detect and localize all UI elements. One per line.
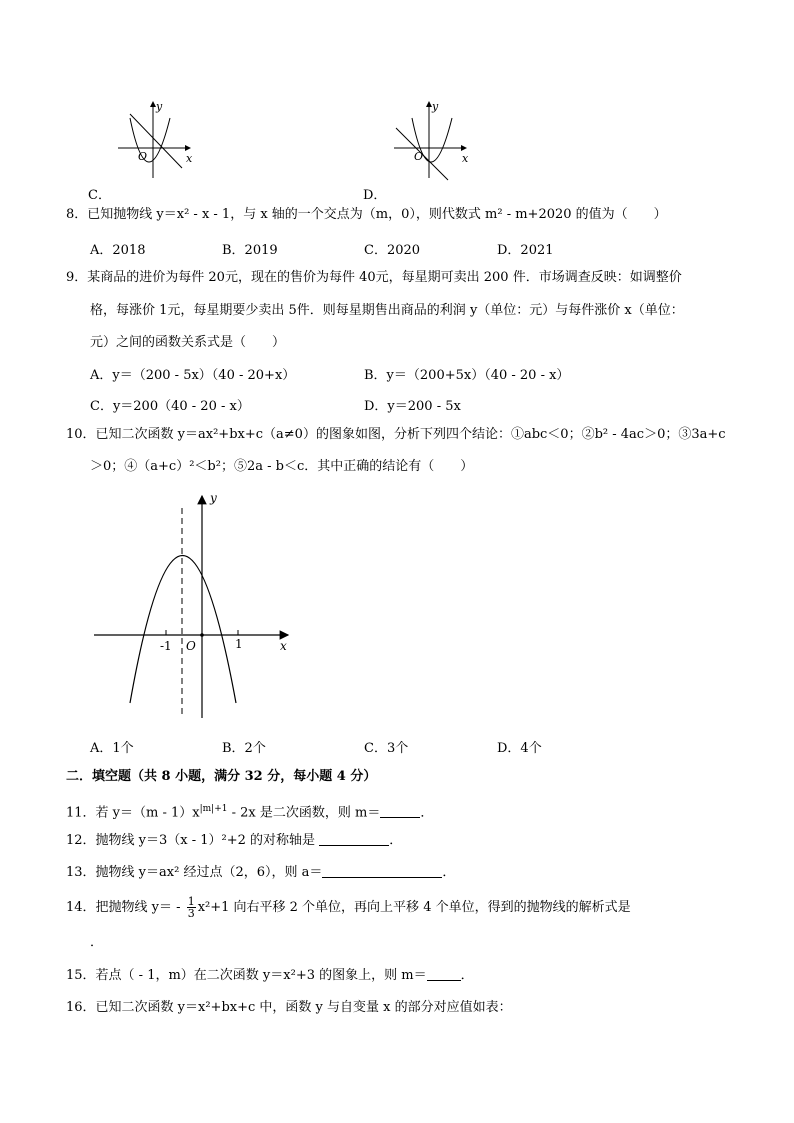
q11 <box>66 800 433 822</box>
q10-graph-x: x <box>280 639 287 653</box>
q10-option-d: D．4个 <box>497 741 542 756</box>
q9-option-d: D．y＝200 - 5x <box>364 399 461 414</box>
q15-answer-blank[interactable] <box>427 967 461 981</box>
q12 <box>66 832 402 850</box>
q9-option-a: A．y＝（200 - 5x）（40 - 20+x） <box>90 368 296 383</box>
q9-line1: 9．某商品的进价为每件 20元，现在的售价为每件 40元，每星期可卖出 200 件．市场调查反映：如调整价 <box>66 270 682 285</box>
option-d-label: D． <box>363 188 387 203</box>
q10-graph-origin: O <box>186 639 196 653</box>
q12-end: ． <box>389 833 403 848</box>
q14-fraction-den: 3 <box>187 907 195 920</box>
q9-option-c: C．y＝200（40 - 20 - x） <box>90 399 250 414</box>
q12-answer-blank[interactable] <box>319 832 389 846</box>
graph-d-origin: O <box>414 150 424 163</box>
graph-c-origin: O <box>138 150 148 163</box>
option-c-label: C． <box>88 188 111 203</box>
q10-graph-y: y <box>210 491 217 505</box>
q14-fraction-num: 1 <box>187 895 195 908</box>
graph-d <box>386 96 476 182</box>
q10-line2: ＞0；④（a+c）²＜b²；⑤2a - b＜c．其中正确的结论有（ ） <box>90 459 474 474</box>
q11-end: ． <box>420 805 434 821</box>
graph-c-y: y <box>156 100 163 113</box>
q8-option-a: A．2018 <box>90 243 146 258</box>
q11-answer-blank[interactable] <box>380 804 420 818</box>
q14-line2: ． <box>90 935 104 950</box>
q9-option-b: B．y＝（200+5x）（40 - 20 - x） <box>364 368 570 383</box>
q10-option-c: C．3个 <box>364 741 409 756</box>
q14 <box>66 896 631 919</box>
graph-c-x: x <box>186 152 193 165</box>
graph-d-x: x <box>462 152 469 165</box>
q11-pre: 11．若 y＝（m - 1）x <box>66 805 200 821</box>
q12-pre: 12．抛物线 y＝3（x - 1）²+2 的对称轴是 <box>66 833 320 848</box>
q8-option-c: C．2020 <box>364 243 421 258</box>
q15-pre: 15．若点（ - 1，m）在二次函数 y＝x²+3 的图象上，则 m＝ <box>66 968 427 983</box>
q8-option-d: D．2021 <box>497 243 554 258</box>
q9-line2: 格，每涨价 1元，每星期要少卖出 5件．则每星期售出商品的利润 y（单位：元）与每件涨价 x（单位： <box>90 303 684 318</box>
section2-heading: 二．填空题（共 8 小题，满分 32 分，每小题 4 分） <box>66 769 377 784</box>
q13 <box>66 864 455 882</box>
q9-line3: 元）之间的函数关系式是（ ） <box>90 335 286 350</box>
q10-graph-tick-1: 1 <box>235 637 243 651</box>
graph-c <box>110 96 200 182</box>
q14-pre: 14．把抛物线 y＝ - <box>66 900 185 915</box>
q13-pre: 13．抛物线 y＝ax² 经过点（2，6），则 a＝ <box>66 865 323 880</box>
q10-option-b: B．2个 <box>222 741 266 756</box>
q10-graph-tick-neg1: -1 <box>160 639 172 653</box>
q15 <box>66 967 474 985</box>
q11-sup: |m|+1 <box>199 804 228 814</box>
q8-text: 8．已知抛物线 y＝x² - x - 1，与 x 轴的一个交点为（m，0），则代数式 m² - m+2020 的值为（ ） <box>66 207 667 222</box>
q8-option-b: B．2019 <box>222 243 278 258</box>
q13-end: ． <box>442 865 456 880</box>
q10-line1: 10．已知二次函数 y＝ax²+bx+c（a≠0）的图象如图，分析下列四个结论：①abc＜0；②b² - 4ac＞0；③3a+c <box>66 427 726 442</box>
q14-fraction <box>187 896 196 919</box>
q15-end: ． <box>460 968 474 983</box>
q16-text: 16．已知二次函数 y＝x²+bx+c 中，函数 y 与自变量 x 的部分对应值如表： <box>66 1000 512 1015</box>
q10-parabola-graph <box>90 488 300 723</box>
q11-post: - 2x 是二次函数，则 m＝ <box>227 805 381 821</box>
graph-d-y: y <box>432 100 439 113</box>
q10-option-a: A．1个 <box>90 741 134 756</box>
q14-mid: x²+1 向右平移 2 个单位，再向上平移 4 个单位，得到的抛物线的解析式是 <box>197 900 631 915</box>
q13-answer-blank[interactable] <box>322 864 442 878</box>
